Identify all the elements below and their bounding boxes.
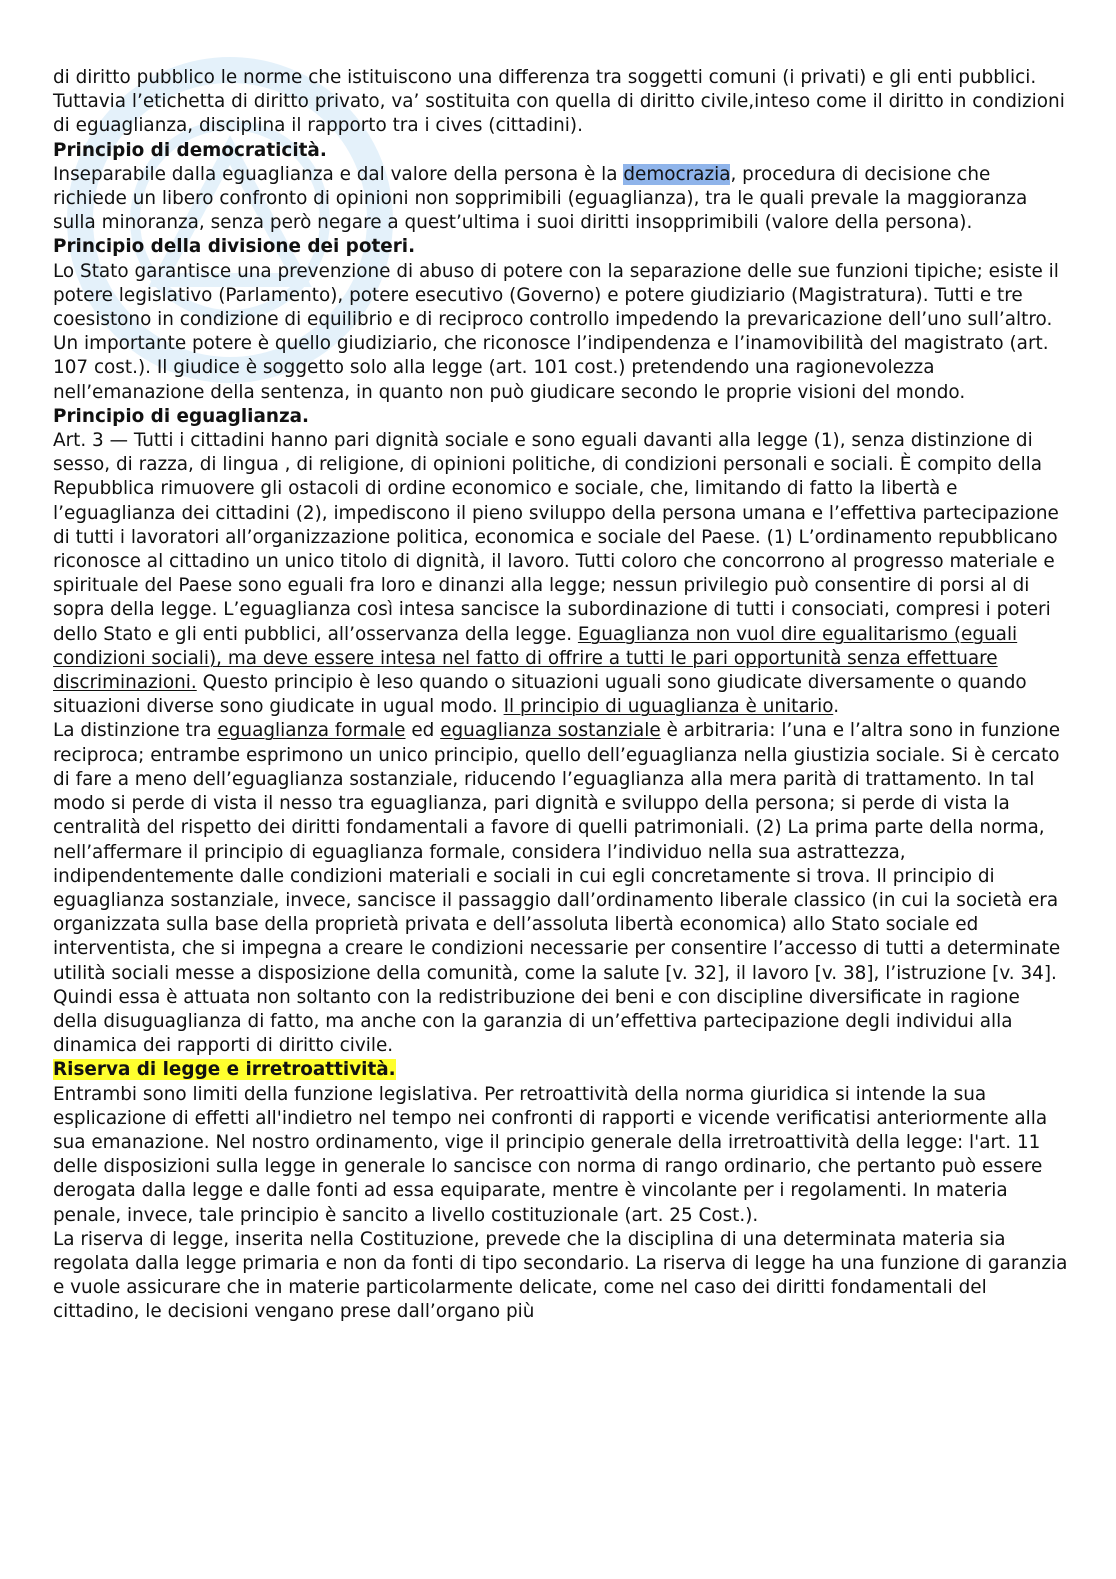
art3-text: Art. 3 — Tutti i cittadini hanno pari dignità sociale e sono eguali davanti alla legge (1), senza distinzione di sesso, di razza, di lingua , di religione, di opinioni politiche, di condizioni personali e sociali. È compito della Repubblica rimuovere gli ostacoli di ordine economico e sociale, che, limitando di fatto la libertà e l’eguaglianza dei cittadini (2), impediscono il pieno sviluppo della persona umana e l’effettiva partecipazione di tutti i lavoratori all’organizzazione politica, economica e sociale del Paese. (1) L’ordinamento repubblicano riconosce al cittadino un unico titolo di dignità, il lavoro. Tutti coloro che concorrono al progresso materiale e spirituale del Paese sono eguali fra loro e dinanzi alla legge; nessun privilegio può consentire di porsi al di sopra della legge. L’eguaglianza così intesa sancisce la subordinazione di tutti i consociati, compresi i poteri dello Stato e gli enti pubblici, all’osservanza della legge. bbox=[53, 430, 1059, 645]
document-page bbox=[53, 66, 1068, 1325]
paragraph-riserva-2: La riserva di legge, inserita nella Costituzione, prevede che la disciplina di una determinata materia sia regolata dalla legge primaria e non da fonti di tipo secondario. La riserva di legge ha una funzione di garanzia e vuole assicurare che in materie particolarmente delicate, come nel caso dei diritti fondamentali del cittadino, le decisioni vengano prese dall’organo più bbox=[53, 1228, 1068, 1323]
formale-text-ed: ed bbox=[405, 720, 441, 742]
underlined-egualitarismo: Eguaglianza non vuol dire egualitarismo (eguali condizioni sociali), ma deve essere intesa nel fatto di offrire a tutti le pari opportunità senza effettuare discriminazioni. bbox=[53, 623, 1018, 694]
formale-text-rest: è arbitraria: l’una e l’altra sono in funzione reciproca; entrambe esprimono un unico principio, quello dell’eguaglianza nella giustizia sociale. Si è cercato di fare a meno dell’eguaglianza sostanziale, riducendo l’eguaglianza alla mera parità di trattamento. In tal modo si perde di vista il nesso tra eguaglianza, pari dignità e sviluppo della persona; si perde di vista la centralità del rispetto dei diritti fondamentali a favore di quelli patrimoniali. (2) La prima parte della norma, nell’affermare il principio di eguaglianza formale, considera l’individuo nella sua astrattezza, indipendentemente dalle condizioni materiali e sociali in cui egli concretamente si trova. Il principio di eguaglianza sostanziale, invece, sancisce il passaggio dall’ordinamento liberale classico (in cui la società era organizzata sulla base della proprietà privata e dell’assoluta libertà economica) allo Stato sociale ed interventista, che si impegna a creare le condizioni necessarie per consentire l’accesso di tutti a determinate utilità sociali messe a disposizione della comunità, come la salute [v. 32], il lavoro [v. 38], l’istruzione [v. 34]. Quindi essa è attuata non soltanto con la redistribuzione dei beni e con discipline diversificate in ragione della disuguaglianza di fatto, ma anche con la garanzia di un’effettiva partecipazione degli individui alla dinamica dei rapporti di diritto civile. bbox=[53, 720, 1061, 1057]
highlighted-word-democrazia: democrazia bbox=[623, 163, 731, 185]
formale-text-start: La distinzione tra bbox=[53, 720, 218, 742]
intro-paragraph: di diritto pubblico le norme che istituiscono una differenza tra soggetti comuni (i privati) e gli enti pubblici. Tuttavia l’etichetta di diritto privato, va’ sostituita con quella di diritto civile,inteso come il diritto in condizioni di eguaglianza, disciplina il rapporto tra i cives (cittadini). bbox=[53, 67, 1065, 137]
paragraph-riserva-1: Entrambi sono limiti della funzione legislativa. Per retroattività della norma giuridica si intende la sua esplicazione di effetti all'indietro nel tempo nei confronti di rapporti e vicende verificatisi anteriormente alla sua emanazione. Nel nostro ordinamento, vige il principio generale della irretroattività della legge: l'art. 11 delle disposizioni sulla legge in generale lo sancisce con norma di rango ordinario, che pertanto può essere derogata dalla legge e dalle fonti ad essa equiparate, mentre è vincolante per i regolamenti. In materia penale, invece, tale principio è sancito a livello costituzionale (art. 25 Cost.). bbox=[53, 1083, 1048, 1226]
underlined-eguaglianza-formale: eguaglianza formale bbox=[217, 720, 406, 742]
heading-eguaglianza: Principio di eguaglianza. bbox=[53, 405, 310, 427]
highlighted-heading-riserva: Riserva di legge e irretroattività. bbox=[53, 1059, 396, 1081]
paragraph-divisione-1: Lo Stato garantisce una prevenzione di abuso di potere con la separazione delle sue funzioni tipiche; esiste il potere legislativo (Parlamento), potere esecutivo (Governo) e potere giudiziario (Magistratura). Tutti e tre coesistono in condizione di equilibrio e di reciproco controllo impedendo la prevaricazione dell’uno sull’altro. bbox=[53, 260, 1059, 331]
paragraph-art3 bbox=[53, 429, 1068, 719]
art3-text-mid: Questo principio è leso quando o situazioni uguali sono giudicate diversamente o quando situazioni diverse sono giudicate in ugual modo. bbox=[53, 672, 1027, 718]
heading-riserva-legge bbox=[53, 1058, 1068, 1082]
paragraph-democraticita bbox=[53, 163, 1068, 236]
heading-democraticita: Principio di democraticità. bbox=[53, 139, 327, 161]
democraticita-text-before: Inseparabile dalla eguaglianza e dal valore della persona è la bbox=[53, 163, 624, 185]
democraticita-text-after: , procedura di decisione che richiede un libero confronto di opinioni non sopprimibili (eguaglianza), tra le quali prevale la maggioranza sulla minoranza, senza però negare a quest’ultima i suoi diritti insopprimibili (valore della persona). bbox=[53, 163, 1028, 234]
heading-divisione-poteri: Principio della divisione dei poteri. bbox=[53, 236, 416, 258]
paragraph-divisione-2: Un importante potere è quello giudiziario, che riconosce l’indipendenza e l’inamovibilità del magistrato (art. 107 cost.). Il giudice è soggetto solo alla legge (art. 101 cost.) pretendendo una ragionevolezza nell’emanazione della sentenza, in quanto non può giudicare secondo le proprie visioni del mondo. bbox=[53, 333, 1049, 403]
paragraph-formale-sostanziale bbox=[53, 719, 1068, 1058]
art3-text-end: . bbox=[833, 696, 840, 718]
underlined-eguaglianza-sostanziale: eguaglianza sostanziale bbox=[440, 720, 661, 742]
underlined-principio-unitario: Il principio di uguaglianza è unitario bbox=[503, 696, 834, 718]
